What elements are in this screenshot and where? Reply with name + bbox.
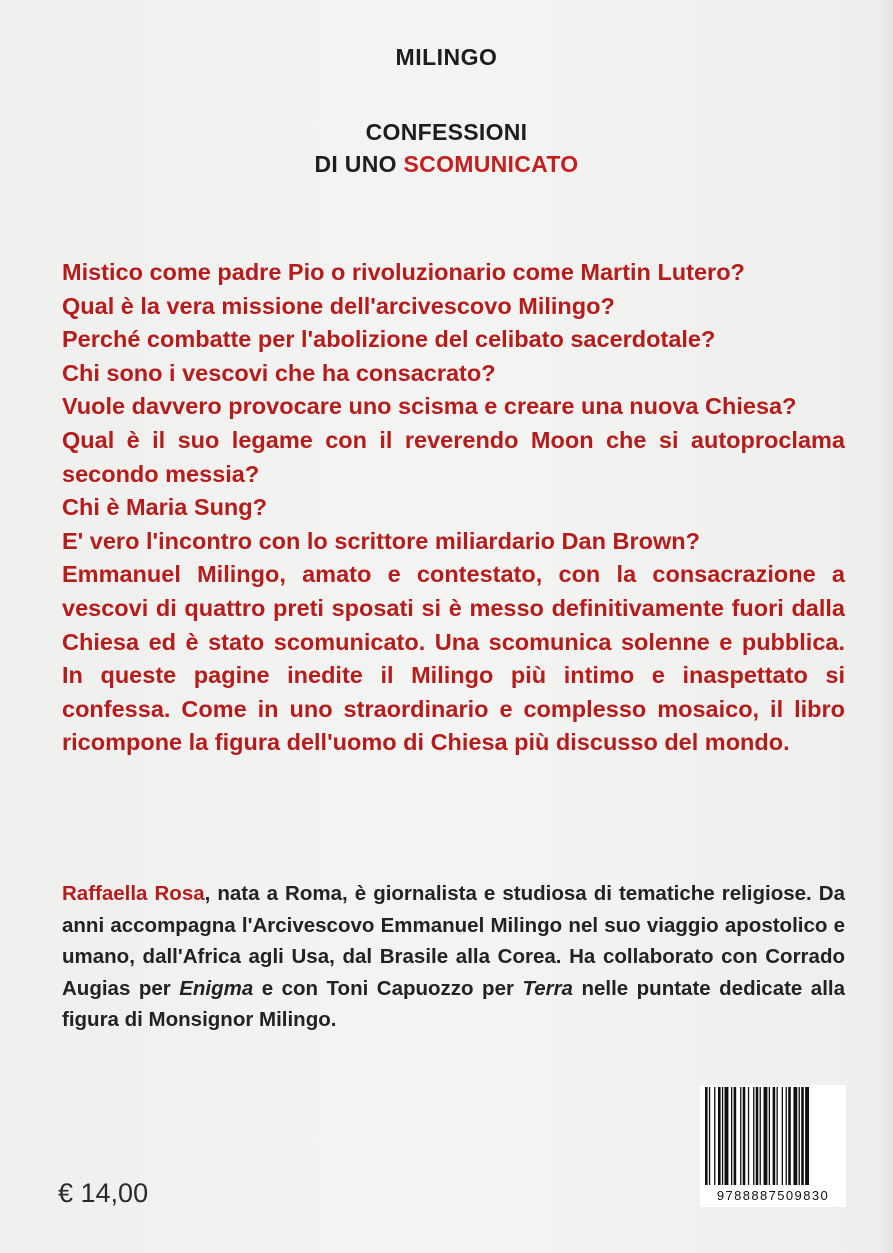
barcode-bar: [788, 1087, 791, 1185]
question-line: Vuole davvero provocare uno scisma e creare una nuova Chiesa?: [62, 393, 797, 420]
barcode-bar: [793, 1087, 797, 1185]
barcode-bar: [753, 1087, 754, 1185]
bio-author-name: Raffaella Rosa: [62, 882, 205, 905]
barcode-bars: [705, 1087, 841, 1187]
bio-program-enigma: Enigma: [179, 976, 254, 1000]
barcode-bar: [760, 1087, 761, 1185]
barcode: [700, 1085, 846, 1207]
barcode-bar: [805, 1087, 809, 1185]
question-line: Qual è la vera missione dell'arcivescovo Milingo?: [62, 292, 615, 319]
barcode-bar: [718, 1087, 721, 1185]
blurb-description: Emmanuel Milingo, amato e contestato, con la consacrazione a vescovi di quattro preti sposati si è messo definitivamente fuori dalla Chiesa ed è stato scomunicato. Una scomunica solenne e pubblica. In queste pagine inedite il Milingo più intimo e inaspettato si confessa. Come in uno straordinario e complesso mosaico, il libro ricompone la figura dell'uomo di Chiesa più discusso del mondo.: [62, 561, 845, 756]
barcode-bar: [777, 1087, 778, 1185]
author-name: MILINGO: [395, 44, 498, 70]
question-line: Perché combatte per l'abolizione del celibato sacerdotale?: [62, 326, 716, 353]
title-line-2: [0, 148, 893, 180]
question-line: Mistico come padre Pio o rivoluzionario come Martin Lutero?: [62, 259, 745, 285]
question-line: E' vero l'incontro con lo scrittore miliardario Dan Brown?: [62, 527, 700, 554]
question-line: Chi è Maria Sung?: [62, 494, 267, 521]
barcode-bar: [714, 1087, 715, 1185]
barcode-bar: [722, 1087, 723, 1185]
question-line: Qual è il suo legame con il reverendo Moon che si autoproclama: [62, 426, 845, 453]
cover-edge-shadow: [879, 0, 893, 1253]
barcode-bar: [748, 1087, 749, 1185]
bio-text: nelle puntate dedicate alla figura di Monsignor Milingo.: [62, 976, 845, 1031]
barcode-bar: [725, 1087, 729, 1185]
barcode-bar: [782, 1087, 783, 1185]
barcode-bar: [756, 1087, 759, 1185]
barcode-bar: [786, 1087, 787, 1185]
barcode-bar: [764, 1087, 768, 1185]
barcode-bar: [705, 1087, 708, 1185]
barcode-bar: [743, 1087, 746, 1185]
barcode-bar: [773, 1087, 776, 1185]
bio-text: , nata a Roma, è giornalista e studiosa di tematiche religiose. Da anni accompagna l'Arcivescovo Emmanuel Milingo nel suo viaggio apostolico e umano, dall'Africa agli Usa, dal Brasile alla Corea. Ha collaborato con Corrado Augias per: [62, 882, 845, 1000]
blurb: [62, 256, 845, 760]
barcode-bar: [799, 1087, 800, 1185]
author-bio: [62, 878, 845, 1036]
isbn-number: 9788887509830: [716, 1188, 830, 1203]
title-highlight: SCOMUNICATO: [403, 151, 579, 177]
barcode-bar: [801, 1087, 804, 1185]
price-label: € 14,00: [58, 1178, 149, 1208]
barcode-bar: [731, 1087, 732, 1185]
bio-program-terra: Terra: [522, 976, 573, 1000]
book-title: [0, 116, 893, 180]
title-line-1: CONFESSIONI: [365, 119, 528, 145]
bio-text: e con Toni Capuozzo per: [253, 976, 523, 1000]
question-line: Chi sono i vescovi che ha consacrato?: [62, 359, 496, 386]
question-line: secondo messia?: [62, 460, 260, 487]
barcode-bar: [709, 1087, 710, 1185]
barcode-bar: [734, 1087, 737, 1185]
barcode-bar: [740, 1087, 741, 1185]
title-prefix: DI UNO: [314, 151, 404, 177]
barcode-bar: [769, 1087, 770, 1185]
